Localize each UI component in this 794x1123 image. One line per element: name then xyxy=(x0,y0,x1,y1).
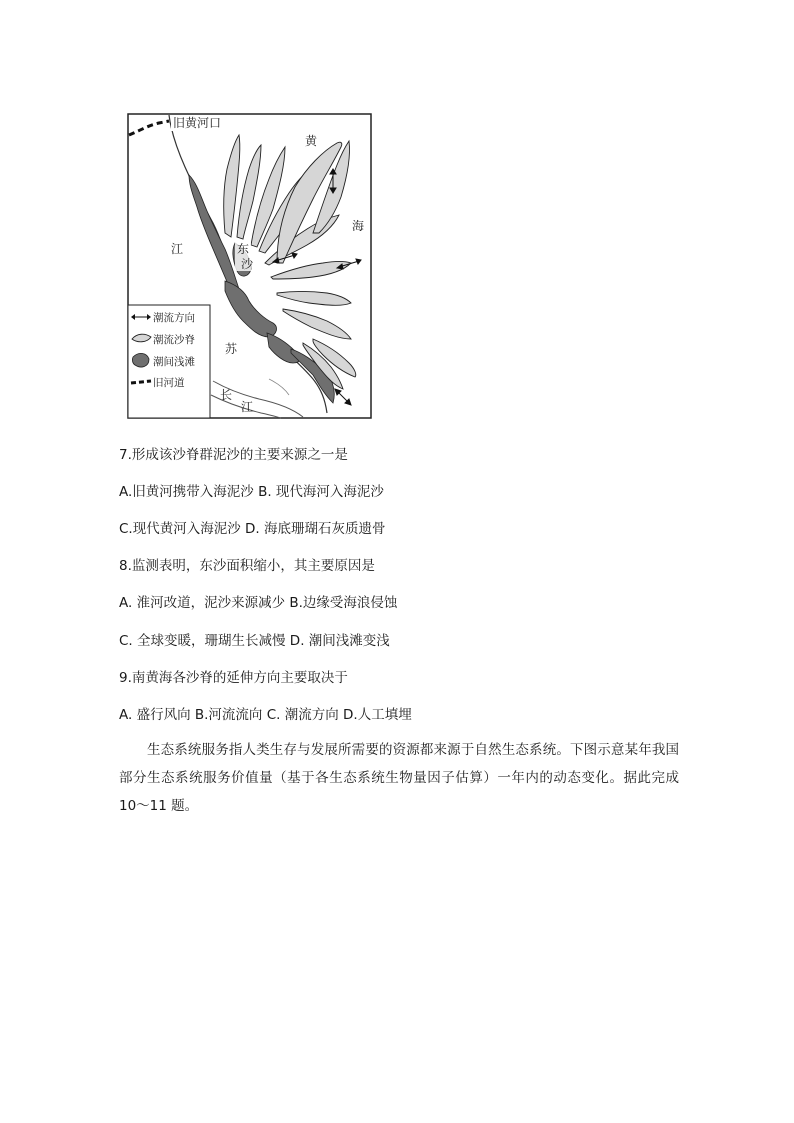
question-8-stem: 8.监测表明，东沙面积缩小，其主要原因是 xyxy=(119,558,375,574)
legend-label: 潮流沙脊 xyxy=(153,334,195,346)
intro-paragraph: 生态系统服务指人类生存与发展所需要的资源都来源于自然生态系统。下图示意某年我国部分生态系统服务价值量（基于各生态系统生物量因子估算）一年内的动态变化。据此完成 10～11 题。 xyxy=(119,742,679,814)
map-legend xyxy=(128,305,210,418)
label-huang: 黄 xyxy=(305,134,318,148)
question-7-options-ab: A.旧黄河携带入海泥沙 B. 现代海河入海泥沙 xyxy=(119,484,384,500)
label-su: 苏 xyxy=(225,342,238,356)
old-river-channel-icon xyxy=(131,381,151,383)
question-9-options: A. 盛行风向 B.河流流向 C. 潮流方向 D.人工填埋 xyxy=(119,707,412,723)
legend-label: 旧河道 xyxy=(153,377,185,389)
label-jiang: 江 xyxy=(171,242,184,256)
question-7-options-cd: C.现代黄河入海泥沙 D. 海底珊瑚石灰质遗骨 xyxy=(119,521,386,537)
label-hai: 海 xyxy=(352,219,365,233)
label-jiang2: 江 xyxy=(241,400,254,414)
label-sha: 沙 xyxy=(241,257,254,271)
question-9-stem: 9.南黄海各沙脊的延伸方向主要取决于 xyxy=(119,670,348,686)
tidal-flat-icon xyxy=(132,353,149,367)
tidal-sand-ridge-map xyxy=(127,113,372,419)
label-chang: 长 xyxy=(220,388,233,402)
label-old-estuary: 旧黄河口 xyxy=(173,116,222,130)
question-7-stem: 7.形成该沙脊群泥沙的主要来源之一是 xyxy=(119,447,348,463)
question-8-options-cd: C. 全球变暖，珊瑚生长减慢 D. 潮间浅滩变浅 xyxy=(119,633,390,649)
question-8-options-ab: A. 淮河改道，泥沙来源减少 B.边缘受海浪侵蚀 xyxy=(119,595,398,611)
legend-label: 潮流方向 xyxy=(153,312,195,324)
label-dong: 东 xyxy=(237,242,250,256)
legend-label: 潮间浅滩 xyxy=(153,356,195,368)
